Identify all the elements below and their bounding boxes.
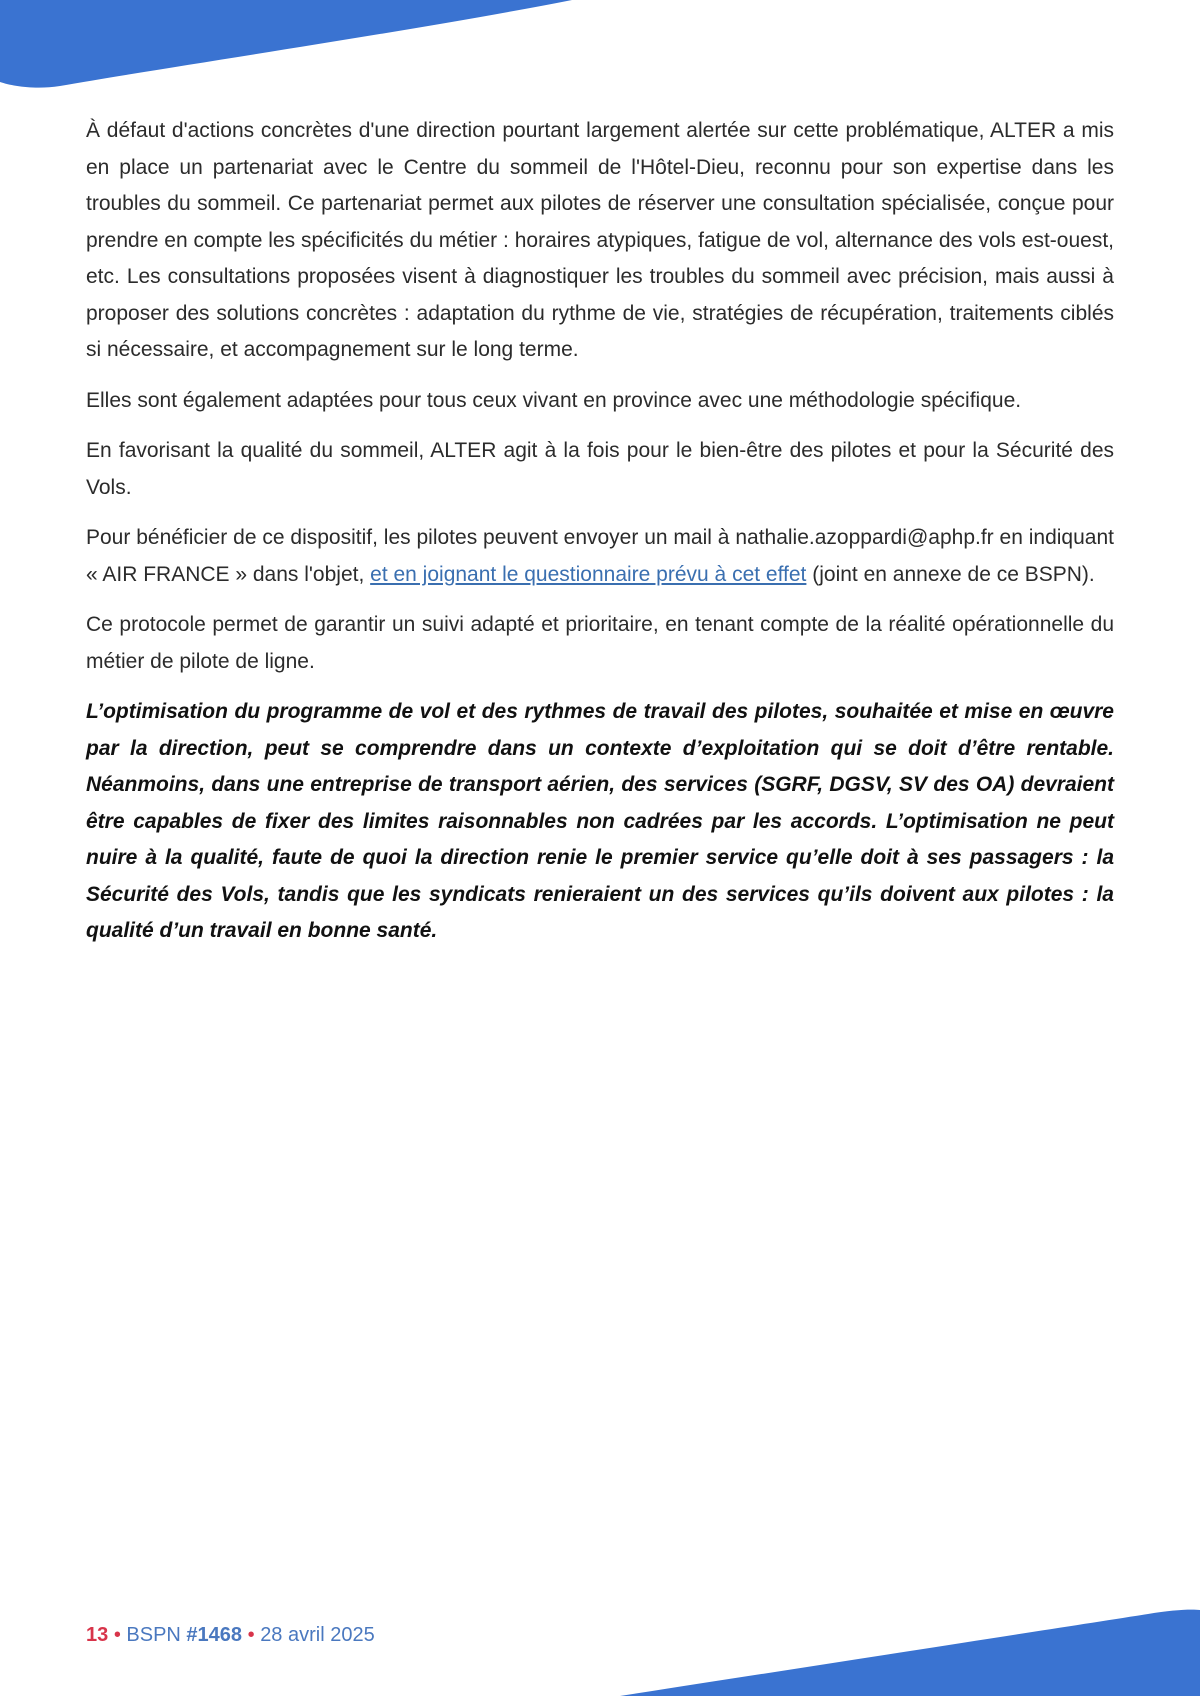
paragraph-contact — [86, 520, 1114, 593]
issue-number: #1468 — [186, 1624, 243, 1646]
issue-date: 28 avril 2025 — [260, 1624, 375, 1646]
footer-separator-2: • — [247, 1624, 255, 1646]
paragraph-province: Elles sont également adaptées pour tous ceux vivant en province avec une méthodologie spécifique. — [86, 388, 1022, 412]
article-body — [86, 113, 1114, 964]
questionnaire-link[interactable]: et en joignant le questionnaire prévu à cet effet — [370, 562, 807, 586]
page-footer — [86, 1624, 375, 1647]
paragraph-conclusion: L’optimisation du programme de vol et des rythmes de travail des pilotes, souhaitée et mise en œuvre par la direction, peut se comprendre dans un contexte d’exploitation qui se doit d’être rentable. Néanmoins, dans une entreprise de transport aérien, des services (SGRF, DGSV, SV des OA) devraient être capables de fixer des limites raisonnables non cadrées par les accords. L’optimisation ne peut nuire à la qualité, faute de quoi la direction renie le premier service qu’elle doit à ses passagers : la Sécurité des Vols, tandis que les syndicats renieraient un des services qu’ils doivent aux pilotes : la qualité d’un travail en bonne santé. — [86, 700, 1114, 942]
top-wave-decoration — [0, 0, 600, 90]
contact-text-before: Pour bénéficier de ce dispositif, les pilotes peuvent envoyer un mail à nathalie.azoppardi@aphp.fr en indiquant « AIR FRANCE » dans l'objet, — [86, 526, 1114, 586]
page-number: 13 — [86, 1624, 109, 1646]
publication-name: BSPN — [126, 1624, 181, 1646]
footer-separator: • — [113, 1624, 121, 1646]
paragraph-partnership: À défaut d'actions concrètes d'une direction pourtant largement alertée sur cette problématique, ALTER a mis en place un partenariat avec le Centre du sommeil de l'Hôtel-Dieu, reconnu pour son expertise dans les troubles du sommeil. Ce partenariat permet aux pilotes de réserver une consultation spécialisée, conçue pour prendre en compte les spécificités du métier : horaires atypiques, fatigue de vol, alternance des vols est-ouest, etc. Les consultations proposées visent à diagnostiquer les troubles du sommeil avec précision, mais aussi à proposer des solutions concrètes : adaptation du rythme de vie, stratégies de récupération, traitements ciblés si nécessaire, et accompagnement sur le long terme. — [86, 119, 1114, 361]
paragraph-protocol: Ce protocole permet de garantir un suivi adapté et prioritaire, en tenant compte de la réalité opérationnelle du métier de pilote de ligne. — [86, 613, 1114, 673]
contact-text-after: (joint en annexe de ce BSPN). — [806, 562, 1095, 586]
paragraph-sleep-quality: En favorisant la qualité du sommeil, ALTER agit à la fois pour le bien-être des pilotes et pour la Sécurité des Vols. — [86, 439, 1114, 499]
bottom-wave-decoration — [600, 1606, 1200, 1696]
